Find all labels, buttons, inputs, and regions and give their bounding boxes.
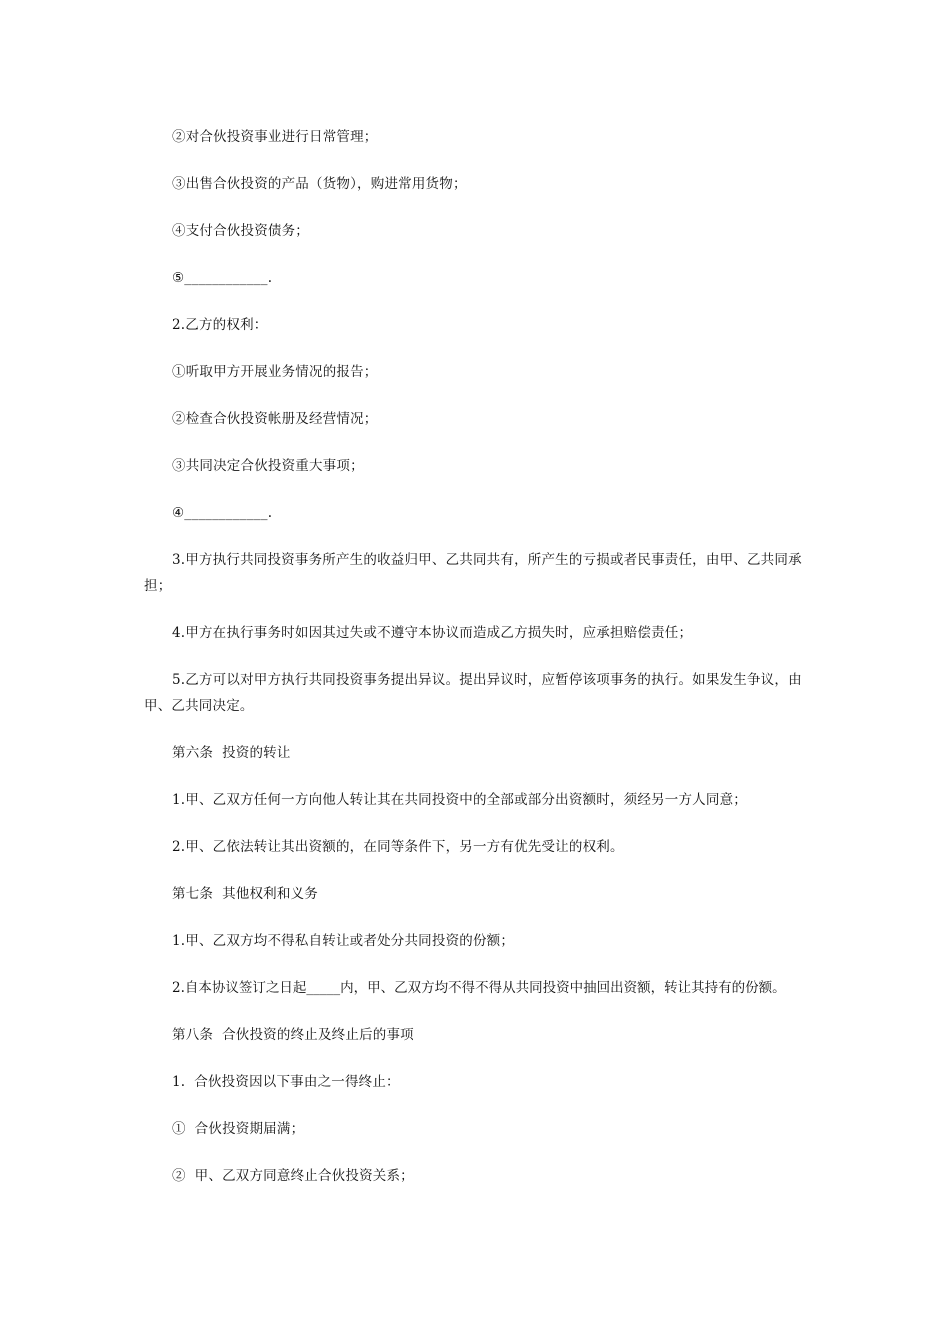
paragraph-item-4-pay-debts: ④支付合伙投资债务； — [172, 223, 309, 239]
paragraph-rights-item-2: ②检查合伙投资帐册及经营情况； — [172, 411, 378, 427]
article-8-heading: 第八条 合伙投资的终止及终止后的事项 — [172, 1027, 414, 1043]
paragraph-rights-item-3: ③共同决定合伙投资重大事项； — [172, 458, 364, 474]
paragraph-item-2-daily-management: ②对合伙投资事业进行日常管理； — [172, 129, 378, 145]
paragraph-article-8-reason-2: ② 甲、乙双方同意终止合伙投资关系； — [172, 1168, 414, 1184]
paragraph-article-8-reason-1: ① 合伙投资期届满； — [172, 1121, 305, 1137]
paragraph-article-7-item-2: 2.自本协议签订之日起_____内，甲、乙双方均不得不得从共同投资中抽回出资额，转让其持有的份额。 — [172, 980, 786, 996]
paragraph-item-3-sell-products: ③出售合伙投资的产品（货物），购进常用货物； — [172, 176, 467, 192]
paragraph-article-8-item-1: 1. 合伙投资因以下事由之一得终止： — [172, 1074, 400, 1090]
paragraph-party-b-rights-heading: 2.乙方的权利： — [172, 317, 268, 333]
article-6-heading: 第六条 投资的转让 — [172, 745, 291, 761]
paragraph-article-6-item-1: 1.甲、乙双方任何一方向他人转让其在共同投资中的全部或部分出资额时，须经另一方人同意； — [172, 792, 747, 808]
paragraph-clause-4-liability: 4.甲方在执行事务时如因其过失或不遵守本协议而造成乙方损失时，应承担赔偿责任； — [172, 625, 693, 641]
paragraph-clause-5-objection: 5.乙方可以对甲方执行共同投资事务提出异议。提出异议时，应暂停该项事务的执行。如果发生争议，由甲、乙共同决定。 — [144, 672, 802, 714]
article-7-heading: 第七条 其他权利和义务 — [172, 886, 318, 902]
paragraph-clause-3-profits: 3.甲方执行共同投资事务所产生的收益归甲、乙共同共有，所产生的亏损或者民事责任，由甲、乙共同承担； — [144, 552, 802, 594]
paragraph-item-5-blank: ⑤____________. — [172, 270, 273, 286]
paragraph-article-7-item-1: 1.甲、乙双方均不得私自转让或者处分共同投资的份额； — [172, 933, 515, 949]
paragraph-rights-item-4-blank: ④____________. — [172, 505, 273, 521]
paragraph-rights-item-1: ①听取甲方开展业务情况的报告； — [172, 364, 378, 380]
paragraph-article-6-item-2: 2.甲、乙依法转让其出资额的，在同等条件下，另一方有优先受让的权利。 — [172, 839, 624, 855]
